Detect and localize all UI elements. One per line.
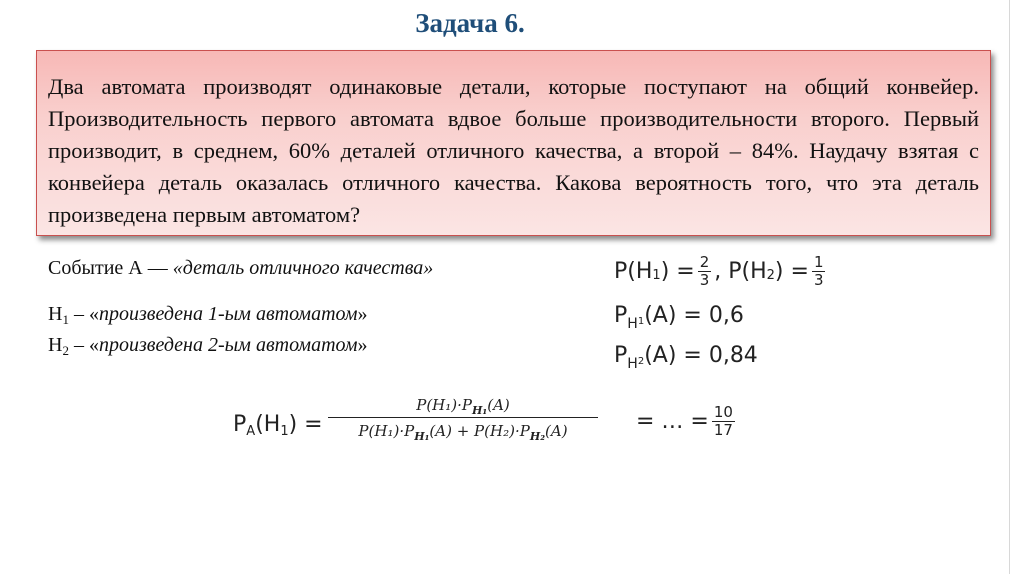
result-denominator: 17 bbox=[713, 421, 733, 439]
hypothesis-index: 1 bbox=[62, 312, 69, 327]
bayes-den-mid: (A) + P(H₂)·P bbox=[429, 422, 530, 440]
bayes-num-main: P(H₁)·P bbox=[416, 396, 472, 414]
result-numerator: 10 bbox=[713, 403, 733, 421]
event-definition bbox=[48, 257, 433, 280]
cond-subsub: 2 bbox=[637, 356, 645, 367]
cond-tail: (A) = 0,6 bbox=[644, 303, 744, 328]
cond-p: P bbox=[614, 343, 628, 368]
bayes-result bbox=[636, 404, 738, 439]
hypothesis-2 bbox=[48, 334, 368, 357]
bayes-num-tail: (A) bbox=[487, 396, 510, 414]
bayes-lhs-index: 1 bbox=[280, 424, 289, 439]
hypothesis-1 bbox=[48, 303, 368, 326]
bayes-den-tail: (A) bbox=[545, 422, 568, 440]
prior-probabilities bbox=[614, 254, 828, 289]
cond-subsub: 1 bbox=[637, 316, 645, 327]
bayes-lhs-sub: A bbox=[246, 424, 256, 439]
cond-sub: H bbox=[627, 356, 638, 372]
prior-1-label: P(H bbox=[614, 259, 653, 284]
hypothesis-dash: – « bbox=[68, 303, 99, 325]
hypothesis-symbol: H bbox=[48, 303, 63, 325]
bayes-lhs-close: ) = bbox=[288, 412, 323, 437]
cond-tail: (A) = 0,84 bbox=[644, 343, 758, 368]
slide-edge-line bbox=[1009, 0, 1010, 574]
task-statement-box bbox=[36, 50, 991, 236]
prior-2-index: 2 bbox=[766, 268, 775, 283]
hypothesis-index: 2 bbox=[62, 343, 69, 358]
task-statement-text: Два автомата производят одинаковые детали, которые поступают на общий конвейер. Производительность первого автомата вдвое больше производительности второго. Первый производит, в среднем, 60% деталей отличного качества, а второй – 84%. Наудачу взятая с конвейера деталь оказалась отличного качества. Какова вероятность того, что эта деталь произведена первым автоматом? bbox=[48, 74, 979, 227]
hypothesis-close: » bbox=[357, 303, 368, 325]
hypothesis-symbol: H bbox=[48, 334, 63, 356]
bayes-den-sub2: H₂ bbox=[529, 430, 546, 443]
prior-2-close: ) = bbox=[774, 259, 809, 284]
bayes-denominator bbox=[358, 418, 568, 443]
bayes-numerator bbox=[416, 396, 510, 417]
prior-2-fraction bbox=[812, 254, 826, 289]
result-fraction bbox=[712, 404, 735, 439]
cond-sub: H bbox=[627, 316, 638, 332]
bayes-num-sub: H₁ bbox=[472, 404, 488, 417]
bayes-den-part1: P(H₁)·P bbox=[358, 422, 415, 440]
conditional-probability-1 bbox=[614, 303, 744, 332]
cond-p: P bbox=[614, 303, 628, 328]
prior-2-denominator: 3 bbox=[813, 271, 824, 289]
bayes-lhs-rest: (H bbox=[255, 412, 281, 437]
prior-2-numerator: 1 bbox=[813, 253, 824, 271]
hypothesis-description: произведена 2-ым автоматом bbox=[98, 334, 358, 356]
bayes-lhs-p: P bbox=[233, 412, 247, 437]
conditional-probability-2 bbox=[614, 343, 758, 372]
slide-title: Задача 6. bbox=[415, 8, 525, 38]
prior-1-close: ) = bbox=[660, 259, 695, 284]
prior-1-numerator: 2 bbox=[699, 253, 710, 271]
result-prefix: = … = bbox=[636, 409, 709, 434]
hypothesis-close: » bbox=[357, 334, 368, 356]
hypothesis-dash: – « bbox=[68, 334, 99, 356]
prior-separator: , P(H bbox=[714, 259, 767, 284]
hypothesis-description: произведена 1-ым автоматом bbox=[98, 303, 358, 325]
bayes-den-sub1: H₁ bbox=[414, 430, 430, 443]
bayes-lhs bbox=[233, 412, 323, 437]
prior-1-index: 1 bbox=[652, 268, 661, 283]
prior-1-denominator: 3 bbox=[699, 271, 710, 289]
bayes-fraction bbox=[328, 396, 598, 443]
event-prefix: Событие А — bbox=[48, 257, 173, 279]
event-description: «деталь отличного качества» bbox=[172, 257, 434, 279]
prior-1-fraction bbox=[698, 254, 712, 289]
